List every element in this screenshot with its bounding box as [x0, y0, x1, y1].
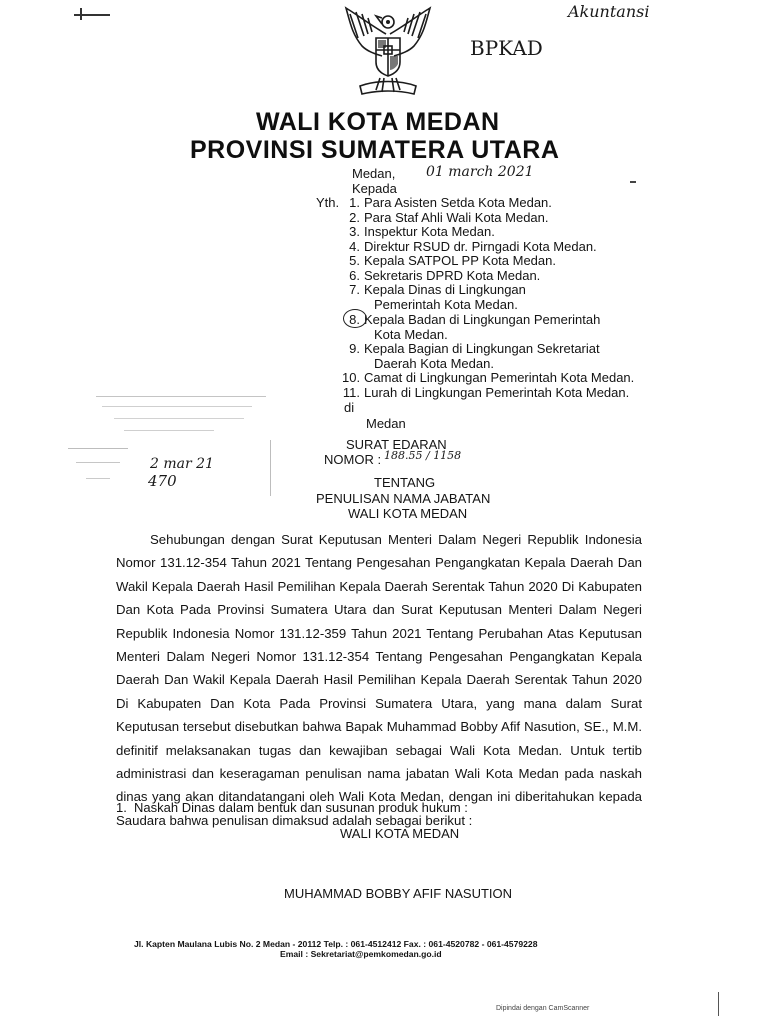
nomor-label: NOMOR : — [324, 452, 382, 467]
yth-label: Yth. — [316, 195, 340, 210]
handwritten-bpkad: BPKAD — [470, 36, 543, 60]
handwritten-stamp-date: 2 mar 21 — [150, 456, 214, 472]
scanner-note: Dipindai dengan CamScanner — [496, 1005, 590, 1012]
point-1-number: 1. — [116, 800, 127, 815]
sign-title: WALI KOTA MEDAN — [340, 826, 460, 841]
scan-mark — [80, 8, 82, 20]
di-label: di — [344, 400, 355, 415]
point-1-text: Naskah Dinas dalam bentuk dan susunan produk hukum : — [134, 800, 468, 815]
subject-line-1: PENULISAN NAMA JABATAN — [316, 491, 491, 506]
place-label: Medan, — [352, 166, 396, 181]
scan-mark — [718, 992, 719, 1016]
handwritten-akuntansi: Akuntansi — [568, 2, 650, 21]
handwritten-date: 01 march 2021 — [426, 164, 534, 180]
footer-address: Jl. Kapten Maulana Lubis No. 2 Medan - 20112 Telp. : 061-4512412 Fax. : 061-4520782 - 061-4579228 — [134, 939, 538, 949]
subject-line-2: WALI KOTA MEDAN — [348, 506, 468, 521]
surat-edaran-label: SURAT EDARAN — [346, 437, 447, 452]
tentang-label: TENTANG — [374, 475, 436, 490]
recipient-list: 1. Para Asisten Setda Kota Medan. 2. Para Staf Ahli Wali Kota Medan. 3. Inspektur Kota Medan. 4. Direktur RSUD dr. Pirngadi Kota Medan. 5. Kepala SATPOL PP Kota Medan. 6. Sekretaris DPRD Kota Medan. 7. Kepala Dinas di Lingkungan Pemerintah Kota Medan. 8. Kepala Badan di Lingkungan Pemerintah Kota Medan. 9. Kepala Bagian di Lingkungan Sekretariat Daerah Kota Medan. 10. Camat di Lingkungan Pemerintah Kota Medan. 11. Lurah di Lingkungan Pemerintah Kota Medan. — [342, 195, 635, 400]
footer-email: Email : Sekretariat@pemkomedan.go.id — [280, 949, 442, 959]
header-line-2: PROVINSI SUMATERA UTARA — [190, 136, 560, 164]
city-label: Medan — [366, 416, 406, 431]
body-paragraph: Sehubungan dengan Surat Keputusan Menteri Dalam Negeri Republik Indonesia Nomor 131.12-354 Tahun 2021 Tentang Pengesahan Pengangkatan Kepala Daerah Dan Wakil Kepala Daerah Hasil Pemilihan Kepala Daerah Serentak Tahun 2020 Di Kabupaten Dan Kota Pada Provinsi Sumatera Utara dan Surat Keputusan Menteri Dalam Negeri Republik Indonesia Nomor 131.12-359 Tahun 2021 Tentang Perubahan Atas Keputusan Menteri Dalam Negeri Nomor 131.12-354 Tentang Pengesahan Pengangkatan Kepala Daerah Dan Wakil Kepala Daerah Hasil Pemilihan Kepala Daerah Serentak Tahun 2020 Di Kabupaten Dan Kota Pada Provinsi Sumatera Utara, yang mana dalam Surat Keputusan tersebut disebutkan bahwa Bapak Muhammad Bobby Afif Nasution, SE., M.M. definitif melaksanakan tugas dan kewajiban sebagai Wali Kota Medan. Untuk tertib administrasi dan keseragaman penulisan nama jabatan Wali Kota Medan pada naskah dinas yang akan ditandatangani oleh Wali Kota Medan, dengan ini diberitahukan kepada Saudara bahwa penulisan dimaksud adalah sebagai berikut : — [116, 532, 642, 828]
handwritten-nomor: 188.55 / 1158 — [384, 449, 462, 462]
handwritten-stamp-number: 470 — [148, 472, 177, 490]
scan-mark — [630, 181, 636, 183]
garuda-emblem — [336, 4, 440, 104]
kepada-label: Kepada — [352, 181, 397, 196]
header-line-1: WALI KOTA MEDAN — [256, 108, 500, 136]
handwritten-circle — [343, 309, 367, 328]
sign-name: MUHAMMAD BOBBY AFIF NASUTION — [284, 886, 513, 901]
